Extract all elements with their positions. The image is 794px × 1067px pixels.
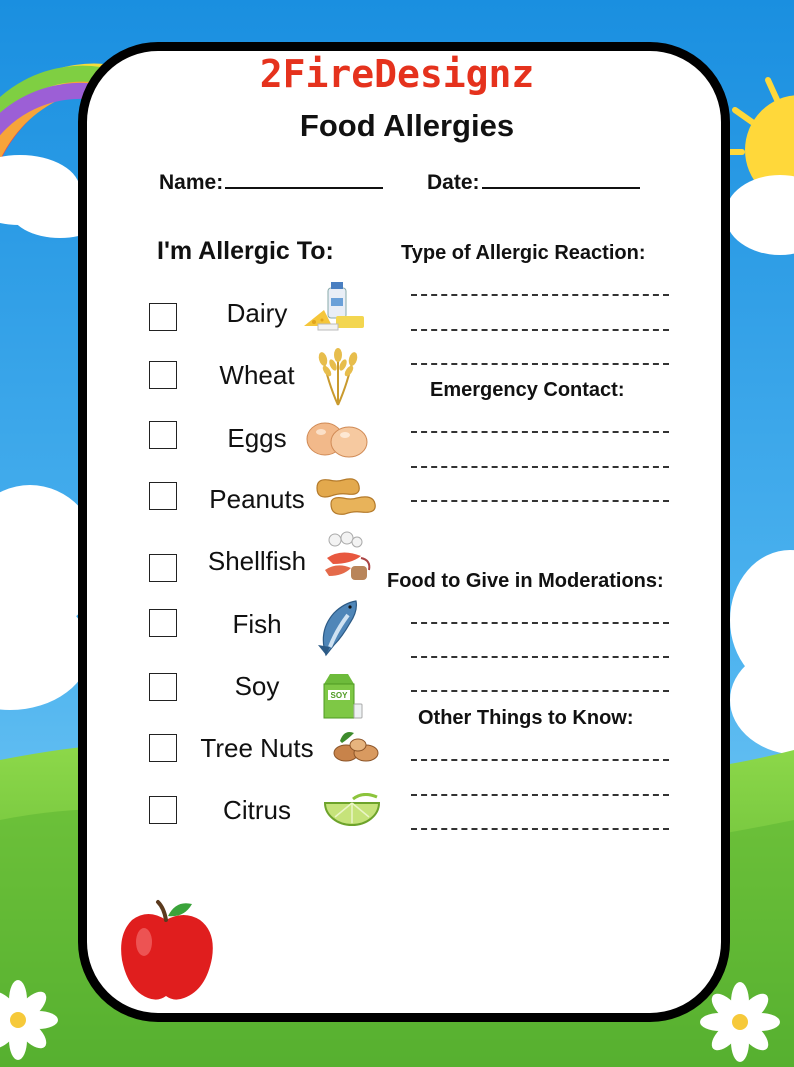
allergen-label-eggs: Eggs — [227, 423, 287, 453]
reaction-line-3[interactable] — [411, 363, 669, 365]
allergen-label-fish: Fish — [232, 609, 282, 639]
allergen-label-citrus: Citrus — [223, 795, 291, 825]
reaction-line-1[interactable] — [411, 294, 669, 296]
date-line[interactable] — [482, 171, 640, 189]
emergency-line-2[interactable] — [411, 466, 669, 468]
brand-title: 2FireDesignz — [259, 52, 535, 96]
fish-icon — [316, 597, 362, 659]
allergen-label-dairy: Dairy — [226, 298, 288, 328]
checkbox-shellfish[interactable] — [149, 554, 177, 582]
checkbox-eggs[interactable] — [149, 421, 177, 449]
citrus-icon — [323, 793, 381, 827]
allergen-label-soy: Soy — [234, 671, 280, 701]
other-line-3[interactable] — [411, 828, 669, 830]
reaction-heading: Type of Allergic Reaction: — [401, 242, 646, 264]
moderation-line-1[interactable] — [411, 622, 669, 624]
other-line-2[interactable] — [411, 794, 669, 796]
checkbox-soy[interactable] — [149, 673, 177, 701]
allergen-label-peanuts: Peanuts — [209, 484, 305, 514]
soy-box-text: SOY — [330, 691, 348, 700]
moderation-line-2[interactable] — [411, 656, 669, 658]
eggs-icon — [303, 418, 371, 460]
checkbox-tree-nuts[interactable] — [149, 734, 177, 762]
moderation-line-3[interactable] — [411, 690, 669, 692]
page-title: Food Allergies — [299, 108, 515, 143]
shellfish-icon — [321, 530, 375, 586]
name-line[interactable] — [225, 171, 383, 189]
date-field[interactable] — [427, 171, 640, 195]
wheat-icon — [315, 345, 361, 407]
date-label: Date: — [427, 171, 480, 194]
reaction-line-2[interactable] — [411, 329, 669, 331]
allergen-label-tree-nuts: Tree Nuts — [200, 733, 314, 763]
checkbox-dairy[interactable] — [149, 303, 177, 331]
allergen-label-wheat: Wheat — [219, 360, 295, 390]
other-heading: Other Things to Know: — [418, 707, 634, 729]
other-line-1[interactable] — [411, 759, 669, 761]
emergency-heading: Emergency Contact: — [430, 379, 625, 401]
checkbox-peanuts[interactable] — [149, 482, 177, 510]
tree-nuts-icon — [330, 727, 380, 765]
apple-icon — [118, 898, 216, 1002]
emergency-line-1[interactable] — [411, 431, 669, 433]
checkbox-wheat[interactable] — [149, 361, 177, 389]
dairy-icon — [302, 280, 366, 332]
allergen-label-shellfish: Shellfish — [207, 546, 307, 576]
name-field[interactable] — [159, 171, 383, 195]
allergic-heading: I'm Allergic To: — [157, 237, 334, 265]
soy-icon — [320, 672, 364, 720]
checkbox-fish[interactable] — [149, 609, 177, 637]
moderation-heading: Food to Give in Moderations: — [387, 570, 664, 592]
name-label: Name: — [159, 171, 224, 194]
emergency-line-3[interactable] — [411, 500, 669, 502]
peanuts-icon — [313, 474, 379, 520]
checkbox-citrus[interactable] — [149, 796, 177, 824]
